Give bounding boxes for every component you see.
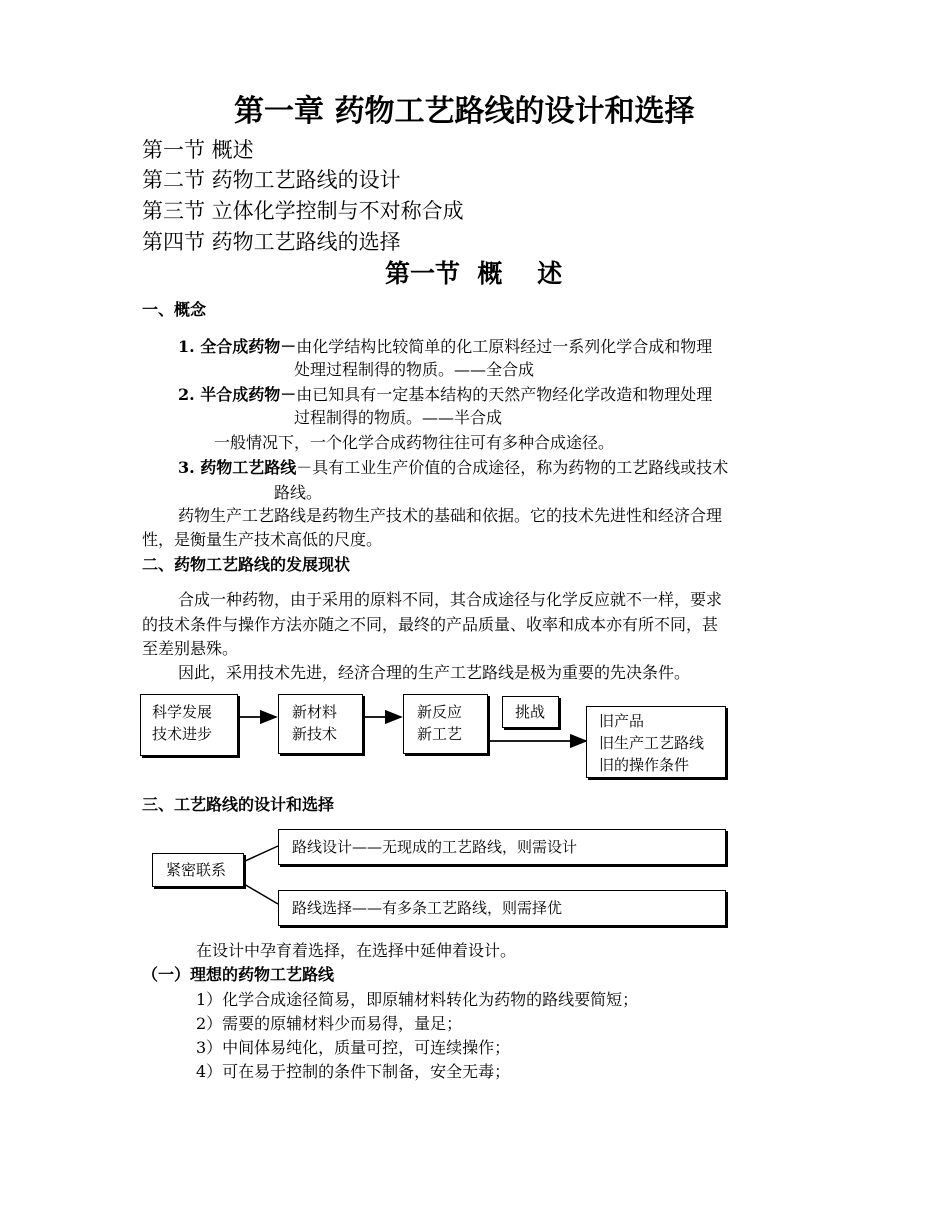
general-note: 一般情况下，一个化学合成药物往往可有多种合成途径。 — [214, 433, 615, 452]
part1-heading: 一、概念 — [142, 300, 207, 319]
flow-box-old-line1: 旧产品 — [599, 712, 645, 730]
part2-para1-line2: 的技术条件与操作方法亦随之不同，最终的产品质量、收率和成本亦有所不同，甚 — [142, 615, 719, 634]
part1-para-line1: 药物生产工艺路线是药物生产技术的基础和依据。它的技术先进性和经济合理 — [178, 506, 723, 525]
item2-line2: 过程制得的物质。——半合成 — [294, 408, 503, 427]
part1-para-line2: 性，是衡量生产技术高低的尺度。 — [142, 530, 383, 549]
part3-heading: 三、工艺路线的设计和选择 — [142, 795, 335, 814]
flow-box-materials — [278, 694, 363, 754]
flow-box-old-line3: 旧的操作条件 — [599, 756, 690, 774]
ideal-route-item-4: 4）可在易于控制的条件下制备，安全无毒； — [196, 1062, 511, 1081]
flow-box-old — [586, 706, 726, 778]
item1-line2: 处理过程制得的物质。——全合成 — [294, 360, 535, 379]
flow-box-reactions-line1: 新反应 — [417, 703, 463, 721]
toc-item-4: 第四节 药物工艺路线的选择 — [142, 230, 401, 254]
branch-box-design — [278, 829, 726, 865]
part2-para2: 因此，采用技术先进，经济合理的生产工艺路线是极为重要的先决条件。 — [178, 663, 691, 682]
flow-box-reactions-line2: 新工艺 — [417, 725, 463, 743]
flow-box-materials-line2: 新技术 — [292, 725, 338, 743]
flow-box-challenge — [502, 696, 559, 728]
toc-item-1: 第一节 概述 — [142, 138, 254, 162]
item2-term: 2. 半合成药物－ — [178, 385, 297, 404]
toc-item-3: 第三节 立体化学控制与不对称合成 — [142, 199, 464, 223]
item3-term: 3. 药物工艺路线 — [178, 458, 297, 477]
item2-def: 由已知具有一定基本结构的天然产物经化学改造和物理处理 — [296, 385, 713, 404]
branch-box-design-label: 路线设计——无现成的工艺路线，则需设计 — [292, 838, 578, 856]
flow-box-challenge-label: 挑战 — [515, 703, 546, 721]
part2-heading: 二、药物工艺路线的发展现状 — [142, 555, 351, 574]
part2-para1-line1: 合成一种药物，由于采用的原料不同，其合成途径与化学反应就不一样，要求 — [178, 590, 723, 609]
flow-box-science — [140, 694, 238, 756]
item1-term: 1. 全合成药物－ — [178, 337, 297, 356]
toc-item-2: 第二节 药物工艺路线的设计 — [142, 168, 401, 192]
ideal-route-item-2: 2）需要的原辅材料少而易得，量足； — [196, 1014, 463, 1033]
center-box — [152, 853, 244, 887]
branch-box-select — [278, 890, 726, 926]
flow-box-materials-line1: 新材料 — [292, 703, 338, 721]
flow-box-science-line2: 技术进步 — [152, 725, 213, 743]
item3-def: －具有工业生产价值的合成途径，称为药物的工艺路线或技术 — [296, 458, 729, 477]
flow-box-reactions — [403, 694, 488, 754]
part3-note: 在设计中孕育着选择，在选择中延伸着设计。 — [196, 941, 517, 960]
center-box-label: 紧密联系 — [166, 861, 227, 879]
branch-box-select-label: 路线选择——有多条工艺路线，则需择优 — [292, 899, 563, 917]
flow-box-old-line2: 旧生产工艺路线 — [599, 734, 705, 752]
flow-box-science-line1: 科学发展 — [152, 703, 213, 721]
item3-line2: 路线。 — [274, 483, 323, 502]
part2-para1-line3: 至差别悬殊。 — [142, 639, 239, 658]
chapter-title: 第一章 药物工艺路线的设计和选择 — [234, 94, 695, 129]
section-title: 第一节 概 述 — [385, 259, 563, 288]
ideal-route-item-3: 3）中间体易纯化，质量可控，可连续操作； — [196, 1038, 511, 1057]
part3-sub-heading: （一）理想的药物工艺路线 — [142, 965, 335, 984]
ideal-route-item-1: 1）化学合成途径简易，即原辅材料转化为药物的路线要简短； — [196, 990, 639, 1009]
item1-def: 由化学结构比较简单的化工原料经过一系列化学合成和物理 — [296, 337, 713, 356]
